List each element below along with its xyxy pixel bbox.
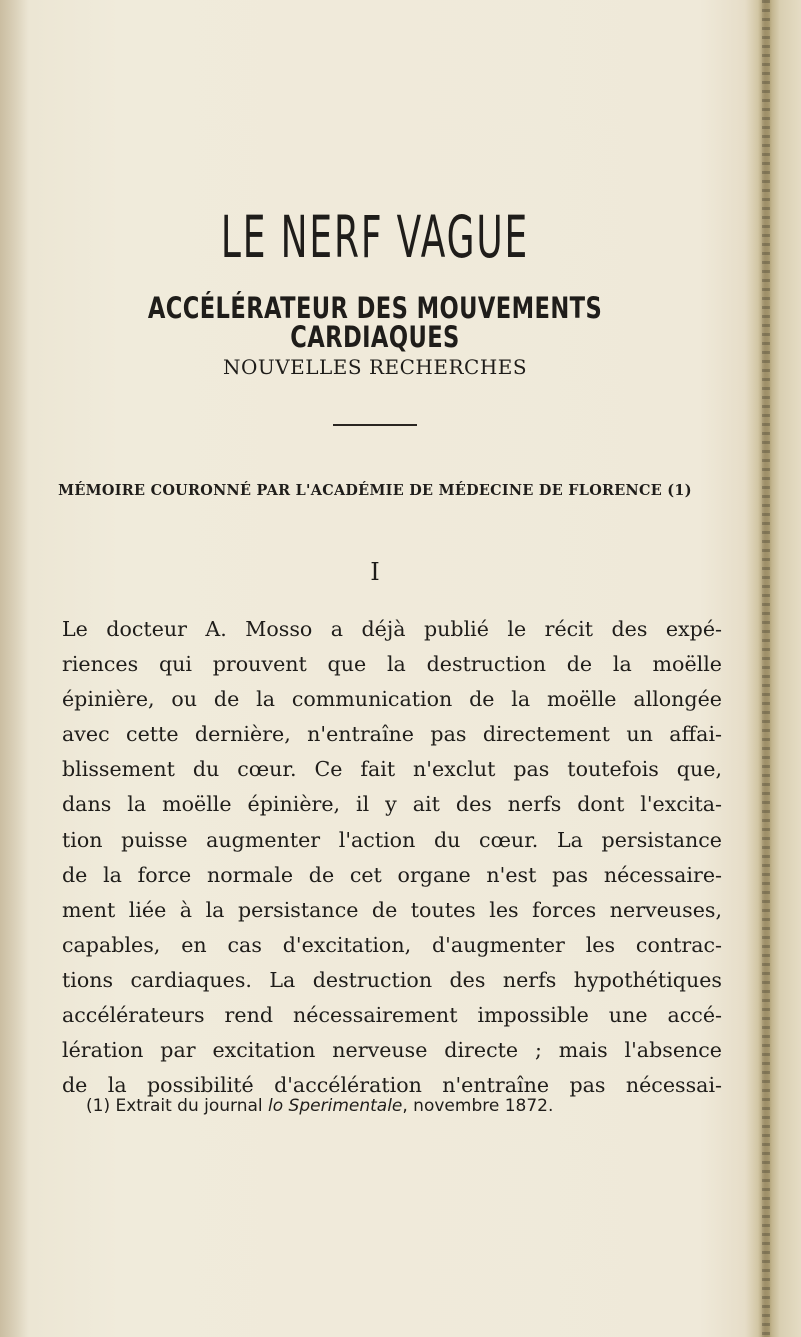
page-left-fold [0,0,28,1337]
body-line: lération par excitation nerveuse directe ; mais l'absence [62,1038,722,1063]
title-divider [333,424,417,426]
body-line: riences qui prouvent que la destruction de la moëlle [62,652,722,677]
body-line: accélérateurs rend nécessairement impossible une accé- [62,1003,722,1028]
body-line: tions cardiaques. La destruction des nerfs hypothétiques [62,967,722,992]
page-subtitle-secondary: NOUVELLES RECHERCHES [222,355,528,379]
page-subtitle: ACCÉLÉRATEUR DES MOUVEMENTS CARDIAQUES [147,291,603,354]
memoir-note: MÉMOIRE COURONNÉ PAR L'ACADÉMIE DE MÉDECINE DE FLORENCE (1) [58,481,692,499]
body-line: dans la moëlle épinière, il y ait des nerfs dont l'excita- [62,792,722,817]
body-line: de la force normale de cet organe n'est pas nécessaire- [62,862,722,887]
footnote [86,1096,553,1116]
body-line: tion puisse augmenter l'action du cœur. La persistance [62,827,722,852]
body-paragraph [62,612,722,1103]
body-line: Le docteur A. Mosso a déjà publié le récit des expé- [62,617,722,641]
footnote-prefix: (1) Extrait du journal [86,1096,269,1116]
footnote-journal: lo Sperimentale [268,1096,403,1116]
section-number: I [370,558,380,586]
body-line: de la possibilité d'accélération n'entraîne pas nécessai- [62,1073,722,1098]
body-line: ment liée à la persistance de toutes les forces nerveuses, [62,897,722,922]
body-line: capables, en cas d'excitation, d'augmenter les contrac- [62,932,722,957]
footnote-suffix: , novembre 1872. [402,1096,554,1116]
page-title: LE NERF VAGUE [220,203,530,271]
body-line: épinière, ou de la communication de la moëlle allongée [62,687,722,712]
body-line: avec cette dernière, n'entraîne pas directement un affai- [62,722,722,747]
body-line: blissement du cœur. Ce fait n'exclut pas toutefois que, [62,757,722,782]
binding-edge [762,0,770,1337]
